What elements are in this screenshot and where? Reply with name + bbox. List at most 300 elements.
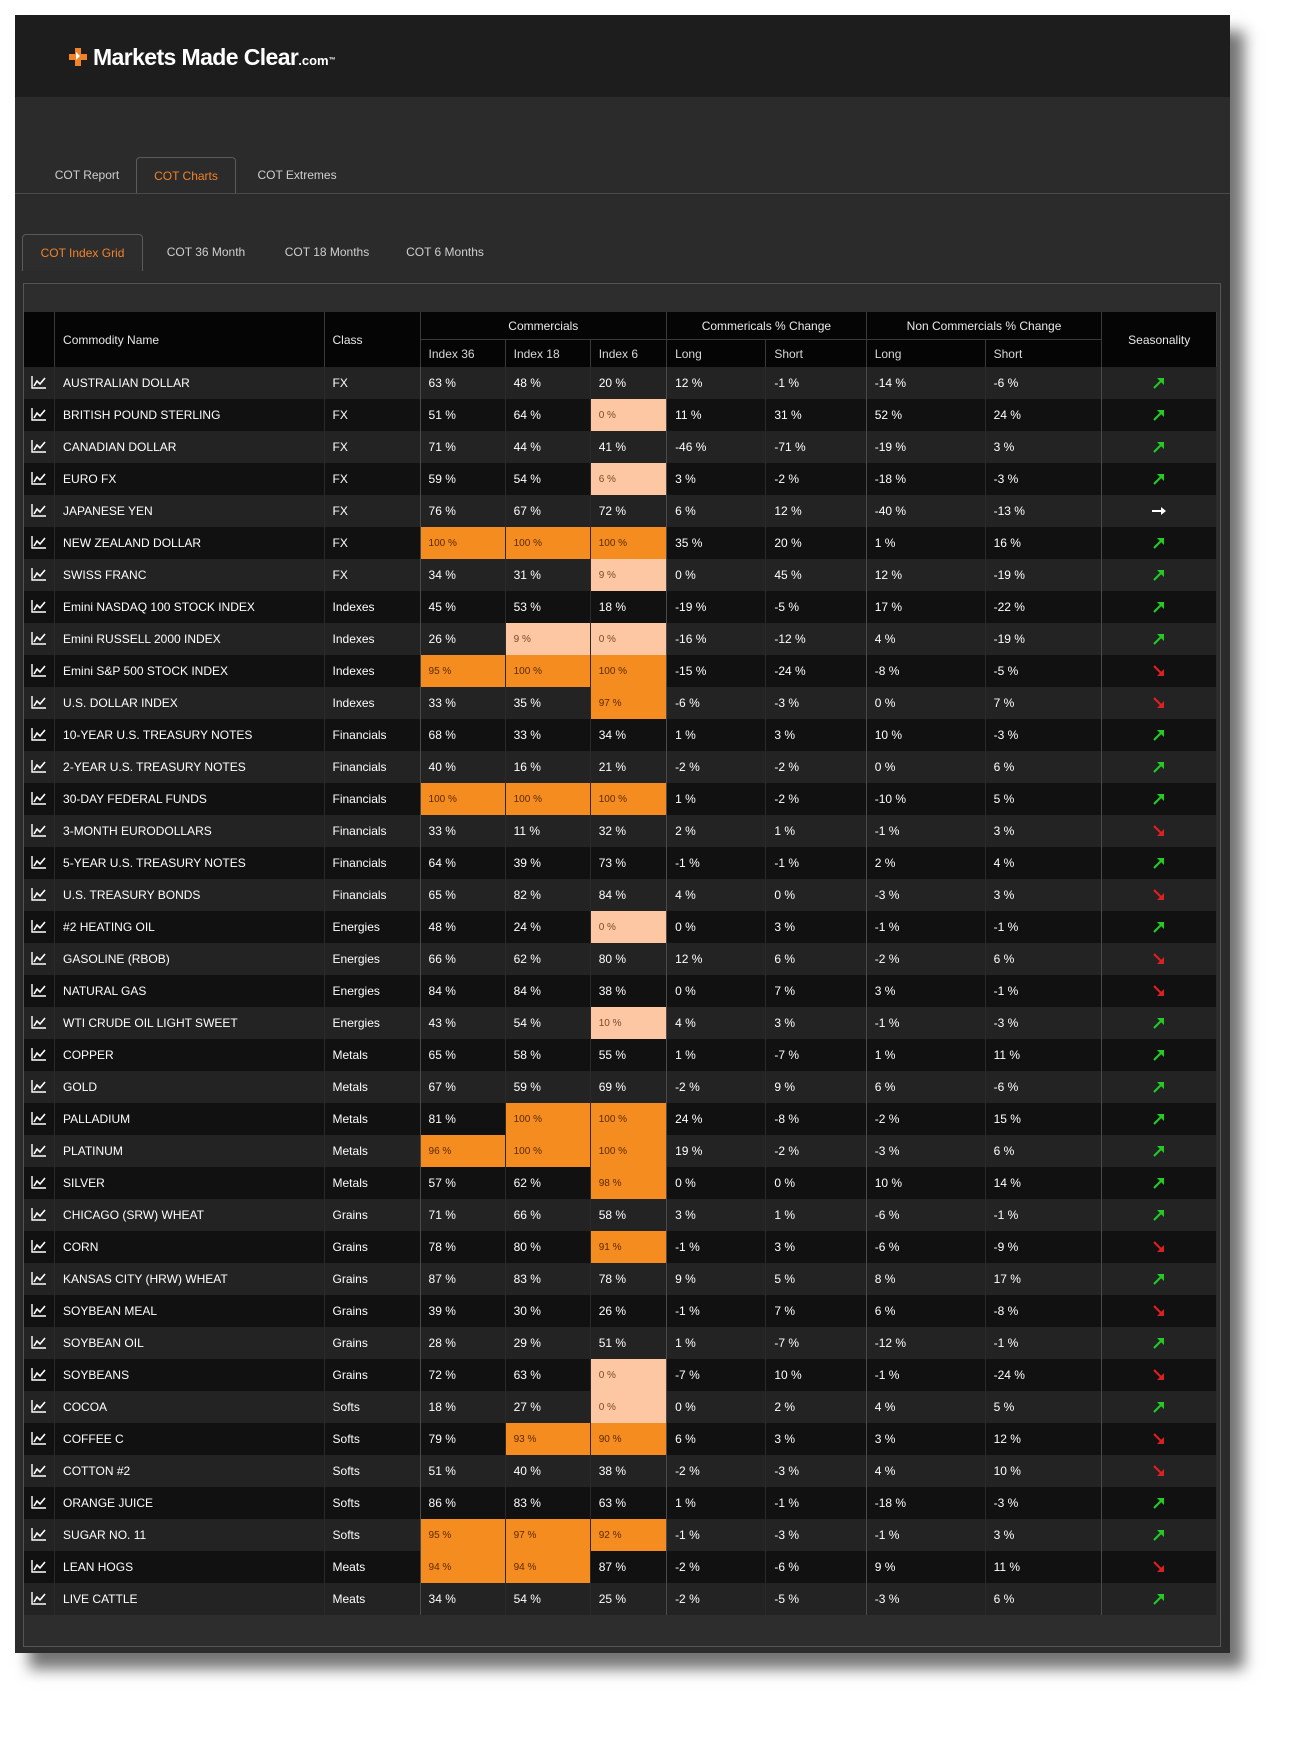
line-chart-icon[interactable] [31,1335,47,1349]
line-chart-icon[interactable] [31,823,47,837]
commodity-name-cell[interactable]: NATURAL GAS [55,975,324,1007]
table-row[interactable] [24,847,1217,879]
trend-up-arrow-icon [1151,727,1167,743]
trend-up-arrow-icon [1151,375,1167,391]
index-6-cell: 0 % [590,399,666,431]
brand-suffix: .com [298,52,329,68]
header-commodity-name[interactable]: Commodity Name [55,312,324,367]
chart-icon-cell[interactable] [24,687,55,719]
commercials-short-cell: -1 % [766,847,866,879]
noncommercials-long-cell: -10 % [866,783,985,815]
table-row[interactable] [24,1071,1217,1103]
commodity-name-cell[interactable]: 30-DAY FEDERAL FUNDS [55,783,324,815]
commercials-long-cell: -1 % [667,1295,766,1327]
commodity-name-cell[interactable]: SOYBEAN OIL [55,1327,324,1359]
commodity-name-cell[interactable]: CORN [55,1231,324,1263]
line-chart-icon[interactable] [31,1399,47,1413]
chart-icon-cell[interactable] [24,527,55,559]
noncommercials-short-cell: 16 % [985,527,1102,559]
commodity-name-cell[interactable]: Emini S&P 500 STOCK INDEX [55,655,324,687]
header-index-36[interactable]: Index 36 [420,340,505,368]
commercials-short-cell: -3 % [766,687,866,719]
commodity-name-cell[interactable]: U.S. TREASURY BONDS [55,879,324,911]
trend-down-arrow-icon [1151,1559,1167,1575]
table-row[interactable] [24,591,1217,623]
trend-down-arrow-icon [1151,1367,1167,1383]
commercials-long-cell: 4 % [667,879,766,911]
chart-icon-cell[interactable] [24,367,55,399]
commodity-name-cell[interactable]: EURO FX [55,463,324,495]
table-row[interactable] [24,1359,1217,1391]
header-index-6[interactable]: Index 6 [590,340,666,368]
commercials-short-cell: -2 % [766,463,866,495]
chart-icon-cell[interactable] [24,623,55,655]
line-chart-icon[interactable] [31,1239,47,1253]
chart-icon-cell[interactable] [24,1135,55,1167]
table-row[interactable] [24,1263,1217,1295]
chart-icon-cell[interactable] [24,1071,55,1103]
index-36-cell: 34 % [420,559,505,591]
trend-up-arrow-icon [1151,567,1167,583]
chart-icon-cell[interactable] [24,431,55,463]
chart-icon-cell[interactable] [24,1519,55,1551]
commodity-name-cell[interactable]: LEAN HOGS [55,1551,324,1583]
line-chart-icon[interactable] [31,855,47,869]
tab-cot-charts[interactable]: COT Charts [136,157,236,194]
commercials-short-cell: 1 % [766,1199,866,1231]
noncommercials-long-cell: 8 % [866,1263,985,1295]
commodity-name-cell[interactable]: 10-YEAR U.S. TREASURY NOTES [55,719,324,751]
commodity-name-cell[interactable]: SWISS FRANC [55,559,324,591]
commercials-short-cell: -5 % [766,1583,866,1615]
tab-cot-index-grid[interactable]: COT Index Grid [22,234,143,271]
commercials-long-cell: 0 % [667,911,766,943]
header-chart-col [24,312,55,367]
index-6-cell: 80 % [590,943,666,975]
index-6-cell: 100 % [590,1103,666,1135]
index-18-cell: 67 % [505,495,590,527]
chart-icon-cell[interactable] [24,1359,55,1391]
index-18-cell: 31 % [505,559,590,591]
chart-icon-cell[interactable] [24,1551,55,1583]
chart-icon-cell[interactable] [24,975,55,1007]
commodity-name-cell[interactable]: #2 HEATING OIL [55,911,324,943]
line-chart-icon[interactable] [31,791,47,805]
chart-icon-cell[interactable] [24,815,55,847]
commodity-name-cell[interactable]: GASOLINE (RBOB) [55,943,324,975]
line-chart-icon[interactable] [31,1303,47,1317]
index-36-cell: 72 % [420,1359,505,1391]
line-chart-icon[interactable] [31,375,47,389]
table-row[interactable] [24,1327,1217,1359]
line-chart-icon[interactable] [31,1559,47,1573]
line-chart-icon[interactable] [31,887,47,901]
noncommercials-short-cell: -1 % [985,975,1102,1007]
commercials-long-cell: -2 % [667,751,766,783]
table-row[interactable] [24,975,1217,1007]
index-6-cell: 78 % [590,1263,666,1295]
seasonality-cell [1102,1519,1217,1551]
tab-cot-extremes[interactable]: COT Extremes [257,168,337,182]
chart-icon-cell[interactable] [24,1423,55,1455]
header-noncomm-long[interactable]: Long [866,340,985,368]
commodity-name-cell[interactable]: COFFEE C [55,1423,324,1455]
commodity-name-cell[interactable]: SOYBEANS [55,1359,324,1391]
trend-down-arrow-icon [1151,663,1167,679]
table-row[interactable] [24,623,1217,655]
header-comm-short[interactable]: Short [766,340,866,368]
table-row[interactable] [24,687,1217,719]
commercials-short-cell: -7 % [766,1039,866,1071]
table-row[interactable] [24,1295,1217,1327]
noncommercials-long-cell: -12 % [866,1327,985,1359]
table-row[interactable] [24,495,1217,527]
trend-up-arrow-icon [1151,1143,1167,1159]
class-cell: Metals [324,1103,420,1135]
chart-icon-cell[interactable] [24,1263,55,1295]
line-chart-icon[interactable] [31,1015,47,1029]
commodity-name-cell[interactable]: COPPER [55,1039,324,1071]
line-chart-icon[interactable] [31,1367,47,1381]
chart-icon-cell[interactable] [24,943,55,975]
seasonality-cell [1102,463,1217,495]
commodity-name-cell[interactable]: NEW ZEALAND DOLLAR [55,527,324,559]
noncommercials-short-cell: 5 % [985,783,1102,815]
trend-up-arrow-icon [1151,759,1167,775]
table-row[interactable] [24,1423,1217,1455]
noncommercials-long-cell: -2 % [866,943,985,975]
commercials-short-cell: 45 % [766,559,866,591]
chart-icon-cell[interactable] [24,399,55,431]
index-36-cell: 65 % [420,879,505,911]
seasonality-cell [1102,783,1217,815]
commercials-long-cell: 12 % [667,943,766,975]
table-row[interactable] [24,1391,1217,1423]
line-chart-icon[interactable] [31,663,47,677]
commodity-name-cell[interactable]: GOLD [55,1071,324,1103]
class-cell: Metals [324,1135,420,1167]
table-row[interactable] [24,1231,1217,1263]
index-6-cell: 58 % [590,1199,666,1231]
index-18-cell: 94 % [505,1551,590,1583]
chart-icon-cell[interactable] [24,879,55,911]
noncommercials-long-cell: -1 % [866,911,985,943]
line-chart-icon[interactable] [31,567,47,581]
table-row[interactable] [24,527,1217,559]
class-cell: Financials [324,879,420,911]
commodity-name-cell[interactable]: ORANGE JUICE [55,1487,324,1519]
trend-down-arrow-icon [1151,1463,1167,1479]
header-comm-long[interactable]: Long [667,340,766,368]
index-36-cell: 39 % [420,1295,505,1327]
chart-icon-cell[interactable] [24,1455,55,1487]
index-18-cell: 62 % [505,1167,590,1199]
table-row[interactable] [24,815,1217,847]
line-chart-icon[interactable] [31,1591,47,1605]
table-row[interactable] [24,1583,1217,1615]
line-chart-icon[interactable] [31,759,47,773]
commercials-short-cell: 3 % [766,1007,866,1039]
commodity-name-cell[interactable]: WTI CRUDE OIL LIGHT SWEET [55,1007,324,1039]
commercials-long-cell: 1 % [667,1327,766,1359]
class-cell: Metals [324,1167,420,1199]
table-row[interactable] [24,1167,1217,1199]
index-36-cell: 33 % [420,687,505,719]
commercials-short-cell: 3 % [766,719,866,751]
line-chart-icon[interactable] [31,1079,47,1093]
index-36-cell: 79 % [420,1423,505,1455]
commercials-long-cell: 2 % [667,815,766,847]
line-chart-icon[interactable] [31,439,47,453]
index-36-cell: 67 % [420,1071,505,1103]
chart-icon-cell[interactable] [24,1391,55,1423]
noncommercials-long-cell: 0 % [866,687,985,719]
line-chart-icon[interactable] [31,919,47,933]
table-row[interactable] [24,879,1217,911]
table-row[interactable] [24,1103,1217,1135]
line-chart-icon[interactable] [31,1111,47,1125]
chart-icon-cell[interactable] [24,591,55,623]
brand-logo[interactable] [67,43,336,71]
index-36-cell: 96 % [420,1135,505,1167]
index-36-cell: 100 % [420,527,505,559]
table-row[interactable] [24,719,1217,751]
index-6-cell: 18 % [590,591,666,623]
noncommercials-short-cell: 6 % [985,1135,1102,1167]
trend-up-arrow-icon [1151,1335,1167,1351]
commodity-name-cell[interactable]: AUSTRALIAN DOLLAR [55,367,324,399]
table-row[interactable] [24,1551,1217,1583]
table-row[interactable] [24,1199,1217,1231]
table-row[interactable] [24,655,1217,687]
chart-icon-cell[interactable] [24,495,55,527]
trend-down-arrow-icon [1151,823,1167,839]
line-chart-icon[interactable] [31,1047,47,1061]
commodity-name-cell[interactable]: JAPANESE YEN [55,495,324,527]
header-noncomm-short[interactable]: Short [985,340,1102,368]
chart-icon-cell[interactable] [24,719,55,751]
commercials-long-cell: 3 % [667,1199,766,1231]
chart-icon-cell[interactable] [24,1295,55,1327]
trend-up-arrow-icon [1151,1015,1167,1031]
commodity-name-cell[interactable]: PLATINUM [55,1135,324,1167]
table-row[interactable] [24,751,1217,783]
table-row[interactable] [24,911,1217,943]
chart-icon-cell[interactable] [24,1167,55,1199]
line-chart-icon[interactable] [31,631,47,645]
class-cell: Grains [324,1359,420,1391]
trend-down-arrow-icon [1151,1431,1167,1447]
line-chart-icon[interactable] [31,1527,47,1541]
trend-up-arrow-icon [1151,439,1167,455]
table-row[interactable] [24,399,1217,431]
index-36-cell: 59 % [420,463,505,495]
commodity-name-cell[interactable]: SUGAR NO. 11 [55,1519,324,1551]
noncommercials-short-cell: 7 % [985,687,1102,719]
table-row[interactable] [24,783,1217,815]
seasonality-cell [1102,1423,1217,1455]
line-chart-icon[interactable] [31,1271,47,1285]
commodity-name-cell[interactable]: 5-YEAR U.S. TREASURY NOTES [55,847,324,879]
chart-icon-cell[interactable] [24,1231,55,1263]
line-chart-icon[interactable] [31,1463,47,1477]
line-chart-icon[interactable] [31,951,47,965]
noncommercials-long-cell: 6 % [866,1295,985,1327]
commercials-short-cell: -1 % [766,367,866,399]
commercials-long-cell: -2 % [667,1583,766,1615]
line-chart-icon[interactable] [31,695,47,709]
commodity-name-cell[interactable]: CANADIAN DOLLAR [55,431,324,463]
seasonality-cell [1102,751,1217,783]
line-chart-icon[interactable] [31,1175,47,1189]
header-class[interactable]: Class [324,312,420,367]
header-commercials: Commercials [420,312,667,340]
commodity-name-cell[interactable]: SOYBEAN MEAL [55,1295,324,1327]
trend-up-arrow-icon [1151,1527,1167,1543]
line-chart-icon[interactable] [31,1207,47,1221]
chart-icon-cell[interactable] [24,559,55,591]
chart-icon-cell[interactable] [24,655,55,687]
index-18-cell: 9 % [505,623,590,655]
class-cell: Financials [324,751,420,783]
index-6-cell: 69 % [590,1071,666,1103]
class-cell: FX [324,527,420,559]
tab-cot-report[interactable]: COT Report [54,168,120,182]
header-bar [15,15,1230,97]
commodity-name-cell[interactable]: Emini RUSSELL 2000 INDEX [55,623,324,655]
seasonality-cell [1102,1583,1217,1615]
commodity-name-cell[interactable]: LIVE CATTLE [55,1583,324,1615]
commodity-name-cell[interactable]: COTTON #2 [55,1455,324,1487]
chart-icon-cell[interactable] [24,1327,55,1359]
line-chart-icon[interactable] [31,503,47,517]
line-chart-icon[interactable] [31,1495,47,1509]
class-cell: Energies [324,1007,420,1039]
commercials-short-cell: 7 % [766,975,866,1007]
commercials-long-cell: 24 % [667,1103,766,1135]
header-seasonality[interactable]: Seasonality [1102,312,1217,367]
tab-cot-36-month[interactable]: COT 36 Month [166,245,246,259]
table-row[interactable] [24,1039,1217,1071]
index-18-cell: 64 % [505,399,590,431]
chart-icon-cell[interactable] [24,751,55,783]
chart-icon-cell[interactable] [24,1583,55,1615]
commercials-long-cell: -6 % [667,687,766,719]
chart-icon-cell[interactable] [24,911,55,943]
chart-icon-cell[interactable] [24,1487,55,1519]
line-chart-icon[interactable] [31,407,47,421]
class-cell: Energies [324,943,420,975]
table-row[interactable] [24,431,1217,463]
line-chart-icon[interactable] [31,983,47,997]
tab-cot-18-months[interactable]: COT 18 Months [284,245,370,259]
noncommercials-short-cell: -3 % [985,719,1102,751]
trend-down-arrow-icon [1151,951,1167,967]
commodity-name-cell[interactable]: COCOA [55,1391,324,1423]
chart-icon-cell[interactable] [24,463,55,495]
commodity-name-cell[interactable]: 3-MONTH EURODOLLARS [55,815,324,847]
table-row[interactable] [24,1007,1217,1039]
noncommercials-short-cell: -19 % [985,623,1102,655]
class-cell: Financials [324,815,420,847]
noncommercials-short-cell: -9 % [985,1231,1102,1263]
commodity-name-cell[interactable]: BRITISH POUND STERLING [55,399,324,431]
commodity-name-cell[interactable]: KANSAS CITY (HRW) WHEAT [55,1263,324,1295]
table-row[interactable] [24,943,1217,975]
logo-icon [67,46,89,68]
noncommercials-long-cell: 1 % [866,527,985,559]
seasonality-cell [1102,367,1217,399]
index-6-cell: 92 % [590,1519,666,1551]
commodity-name-cell[interactable]: Emini NASDAQ 100 STOCK INDEX [55,591,324,623]
class-cell: Financials [324,847,420,879]
noncommercials-long-cell: -3 % [866,1135,985,1167]
commercials-long-cell: -15 % [667,655,766,687]
header-index-18[interactable]: Index 18 [505,340,590,368]
table-row[interactable] [24,463,1217,495]
index-18-cell: 33 % [505,719,590,751]
line-chart-icon[interactable] [31,1431,47,1445]
line-chart-icon[interactable] [31,1143,47,1157]
chart-icon-cell[interactable] [24,783,55,815]
chart-icon-cell[interactable] [24,1007,55,1039]
class-cell: FX [324,399,420,431]
index-18-cell: 83 % [505,1263,590,1295]
trend-down-arrow-icon [1151,1239,1167,1255]
trend-up-arrow-icon [1151,791,1167,807]
index-6-cell: 41 % [590,431,666,463]
table-row[interactable] [24,1519,1217,1551]
chart-icon-cell[interactable] [24,1103,55,1135]
class-cell: Indexes [324,655,420,687]
table-row[interactable] [24,1487,1217,1519]
tab-cot-6-months[interactable]: COT 6 Months [406,245,484,259]
commodity-name-cell[interactable]: U.S. DOLLAR INDEX [55,687,324,719]
commodity-name-cell[interactable]: SILVER [55,1167,324,1199]
line-chart-icon[interactable] [31,599,47,613]
noncommercials-long-cell: -40 % [866,495,985,527]
commodity-name-cell[interactable]: 2-YEAR U.S. TREASURY NOTES [55,751,324,783]
commercials-long-cell: 1 % [667,719,766,751]
index-36-cell: 57 % [420,1167,505,1199]
trend-down-arrow-icon [1151,983,1167,999]
seasonality-cell [1102,1391,1217,1423]
index-6-cell: 87 % [590,1551,666,1583]
noncommercials-short-cell: -24 % [985,1359,1102,1391]
line-chart-icon[interactable] [31,471,47,485]
index-6-cell: 90 % [590,1423,666,1455]
seasonality-cell [1102,1455,1217,1487]
commodity-name-cell[interactable]: PALLADIUM [55,1103,324,1135]
chart-icon-cell[interactable] [24,847,55,879]
line-chart-icon[interactable] [31,727,47,741]
class-cell: Grains [324,1295,420,1327]
index-18-cell: 100 % [505,1135,590,1167]
commercials-long-cell: 1 % [667,1039,766,1071]
index-18-cell: 62 % [505,943,590,975]
index-6-cell: 100 % [590,1135,666,1167]
table-row[interactable] [24,559,1217,591]
commercials-long-cell: 6 % [667,1423,766,1455]
table-row[interactable] [24,1135,1217,1167]
line-chart-icon[interactable] [31,535,47,549]
table-row[interactable] [24,367,1217,399]
chart-icon-cell[interactable] [24,1039,55,1071]
table-row[interactable] [24,1455,1217,1487]
commercials-long-cell: 1 % [667,1487,766,1519]
commodity-name-cell[interactable]: CHICAGO (SRW) WHEAT [55,1199,324,1231]
chart-icon-cell[interactable] [24,1199,55,1231]
